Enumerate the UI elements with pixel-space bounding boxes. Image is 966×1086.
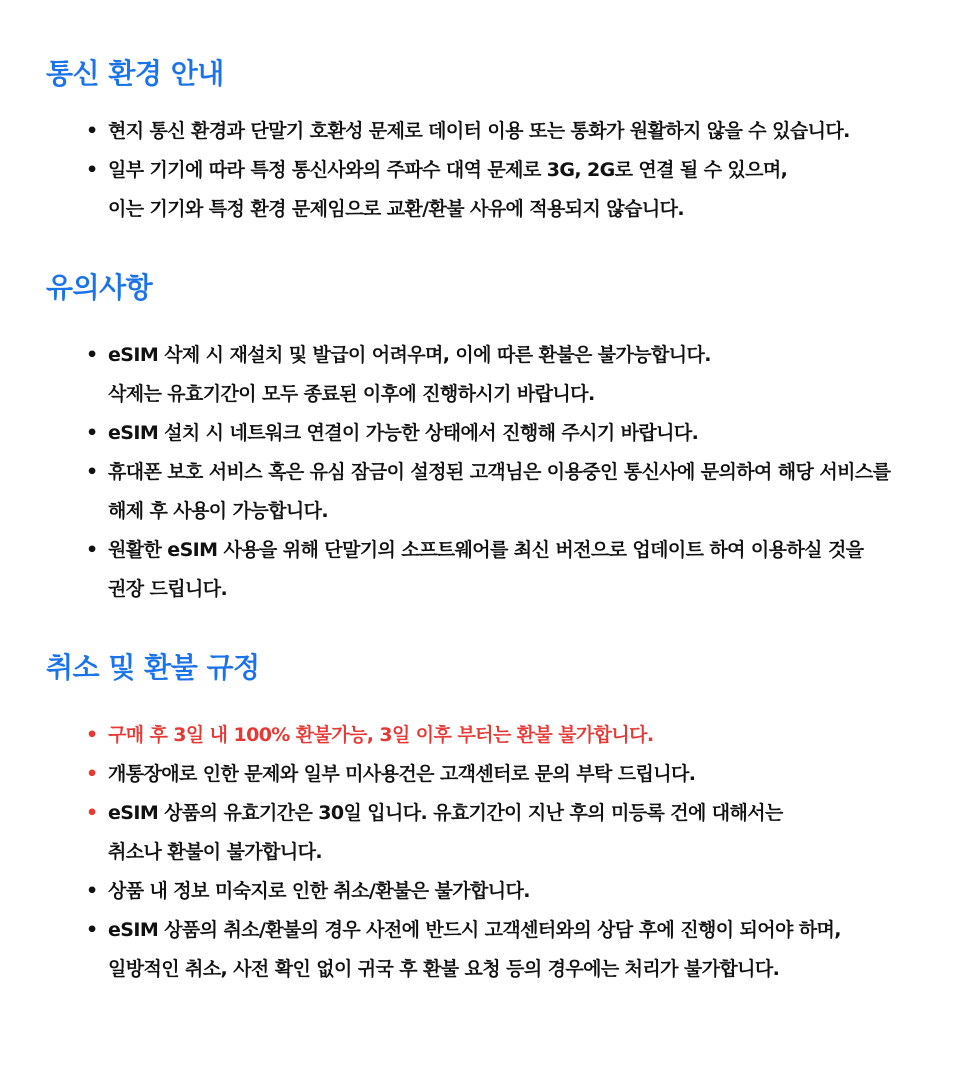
- list-item-text: 취소나 환불이 불가합니다.: [108, 841, 322, 863]
- list-item-text: eSIM 삭제 시 재설치 및 발급이 어려우며, 이에 따른 환불은 불가능합니다.: [108, 344, 711, 366]
- network-notice-list: [46, 112, 946, 229]
- list-item: [86, 453, 946, 531]
- bullet-icon: •: [86, 344, 98, 366]
- bullet-icon: •: [86, 763, 98, 785]
- list-item-highlight: [86, 716, 946, 755]
- list-item: [86, 911, 946, 989]
- network-environment-section: [46, 56, 946, 229]
- list-item-text: 이는 기기와 특정 환경 문제임으로 교환/환불 사유에 적용되지 않습니다.: [108, 198, 684, 220]
- list-item: [86, 531, 946, 609]
- bullet-icon: •: [86, 120, 98, 142]
- bullet-icon: •: [86, 880, 98, 902]
- precautions-section: [46, 270, 946, 609]
- bullet-icon: •: [86, 461, 98, 483]
- list-item-text: 일방적인 취소, 사전 확인 없이 귀국 후 환불 요청 등의 경우에는 처리가 불가합니다.: [108, 958, 780, 980]
- list-item: [86, 755, 946, 794]
- bullet-icon: •: [86, 919, 98, 941]
- list-item-text: 상품 내 정보 미숙지로 인한 취소/환불은 불가합니다.: [108, 880, 530, 902]
- list-item: [86, 112, 946, 151]
- list-item: [86, 336, 946, 414]
- list-item-text: 해제 후 사용이 가능합니다.: [108, 500, 328, 522]
- list-item: [86, 151, 946, 229]
- list-item-text: 개통장애로 인한 문제와 일부 미사용건은 고객센터로 문의 부탁 드립니다.: [108, 763, 696, 785]
- list-item-text: 휴대폰 보호 서비스 혹은 유심 잠금이 설정된 고객님은 이용중인 통신사에 문의하여 해당 서비스를: [108, 461, 891, 483]
- list-item-text: 삭제는 유효기간이 모두 종료된 이후에 진행하시기 바랍니다.: [108, 383, 595, 405]
- section-title-refund: 취소 및 환불 규정: [46, 651, 260, 684]
- list-item-text: 구매 후 3일 내 100% 환불가능, 3일 이후 부터는 환불 불가합니다.: [108, 724, 654, 746]
- list-item: [86, 872, 946, 911]
- list-item-text: 원활한 eSIM 사용을 위해 단말기의 소프트웨어를 최신 버전으로 업데이트 하여 이용하실 것을: [108, 539, 864, 561]
- list-item-text: eSIM 상품의 취소/환불의 경우 사전에 반드시 고객센터와의 상담 후에 진행이 되어야 하며,: [108, 919, 841, 941]
- bullet-icon: •: [86, 422, 98, 444]
- list-item-text: 권장 드립니다.: [108, 578, 228, 600]
- cancellation-refund-section: [46, 650, 946, 989]
- list-item: [86, 794, 946, 872]
- list-item-text: 일부 기기에 따라 특정 통신사와의 주파수 대역 문제로 3G, 2G로 연결 될 수 있으며,: [108, 159, 788, 181]
- precautions-list: [46, 336, 946, 609]
- bullet-icon: •: [86, 724, 98, 746]
- section-title-network: 통신 환경 안내: [46, 57, 224, 90]
- bullet-icon: •: [86, 159, 98, 181]
- list-item: [86, 414, 946, 453]
- bullet-icon: •: [86, 802, 98, 824]
- bullet-icon: •: [86, 539, 98, 561]
- list-item-text: eSIM 상품의 유효기간은 30일 입니다. 유효기간이 지난 후의 미등록 건에 대해서는: [108, 802, 783, 824]
- list-item-text: eSIM 설치 시 네트워크 연결이 가능한 상태에서 진행해 주시기 바랍니다.: [108, 422, 699, 444]
- section-title-precautions: 유의사항: [46, 271, 153, 304]
- refund-policy-list: [46, 716, 946, 989]
- list-item-text: 현지 통신 환경과 단말기 호환성 문제로 데이터 이용 또는 통화가 원활하지 않을 수 있습니다.: [108, 120, 850, 142]
